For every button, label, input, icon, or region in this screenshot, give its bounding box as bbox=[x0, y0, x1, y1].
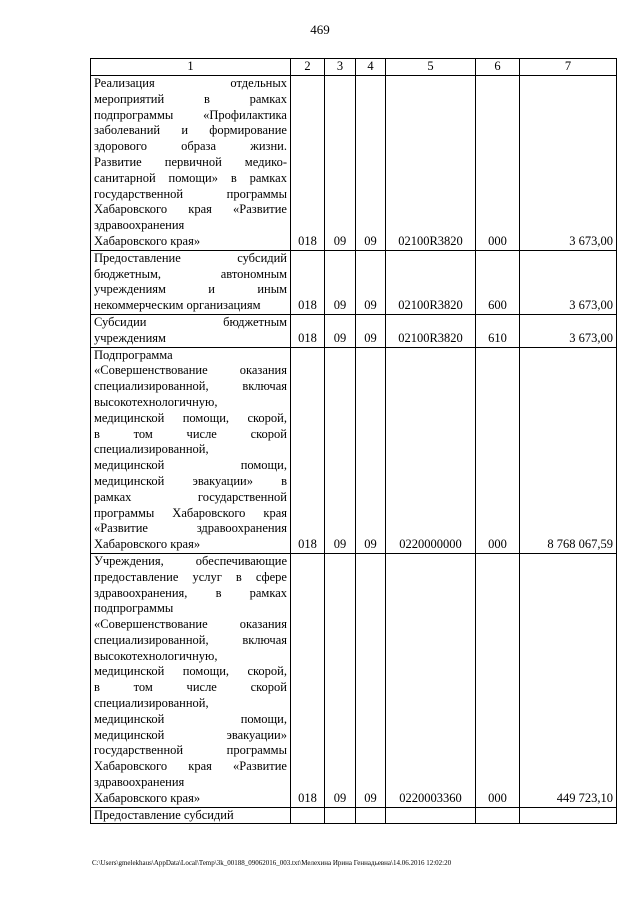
kvsr-code: 018 bbox=[291, 553, 325, 807]
description-word: включая bbox=[242, 379, 287, 394]
description-line bbox=[94, 586, 287, 602]
table-row bbox=[91, 314, 617, 347]
description-word: медицинской bbox=[94, 727, 165, 742]
description-line: Хабаровского края» bbox=[94, 790, 201, 805]
description-word: первичной bbox=[164, 154, 222, 169]
description-word: Хабаровского bbox=[94, 202, 168, 217]
description-word: помощи, bbox=[182, 664, 230, 679]
column-header: 7 bbox=[520, 59, 617, 76]
description-word: программы bbox=[226, 186, 287, 201]
description-word: включая bbox=[242, 632, 287, 647]
description-word: медицинской bbox=[94, 458, 165, 473]
amount-value: 3 673,00 bbox=[520, 314, 617, 347]
description-line bbox=[94, 728, 287, 744]
description-line: некоммерческим организациям bbox=[94, 298, 261, 313]
description-line bbox=[94, 759, 287, 775]
kvsr-code bbox=[291, 807, 325, 824]
row-description bbox=[91, 553, 291, 807]
description-word: рамках bbox=[249, 91, 287, 106]
description-word: жизни. bbox=[250, 139, 287, 154]
description-line bbox=[94, 202, 287, 218]
target-article-code: 02100R3820 bbox=[386, 250, 476, 314]
description-line bbox=[94, 155, 287, 171]
description-word: помощи» bbox=[168, 170, 218, 185]
description-line bbox=[94, 458, 287, 474]
section-code: 09 bbox=[325, 76, 356, 251]
description-line bbox=[94, 521, 287, 537]
row-description bbox=[91, 347, 291, 553]
subsection-code: 09 bbox=[356, 250, 386, 314]
amount-value bbox=[520, 807, 617, 824]
description-word: бюджетным bbox=[223, 314, 287, 329]
description-word: края bbox=[188, 759, 212, 774]
description-line: подпрограммы bbox=[94, 601, 174, 616]
kvsr-code: 018 bbox=[291, 347, 325, 553]
description-line: высокотехнологичную, bbox=[94, 394, 218, 409]
row-description bbox=[91, 250, 291, 314]
description-word: Хабаровского bbox=[172, 505, 246, 520]
description-word: государственной bbox=[94, 743, 184, 758]
description-word: программы bbox=[94, 505, 155, 520]
description-word: скорой, bbox=[247, 664, 287, 679]
description-word: образа bbox=[181, 139, 217, 154]
description-line bbox=[94, 554, 287, 570]
description-word: в bbox=[94, 680, 100, 695]
table-row bbox=[91, 76, 617, 251]
description-word: края bbox=[263, 505, 287, 520]
description-line: специализированной, bbox=[94, 696, 209, 711]
description-line bbox=[94, 76, 287, 92]
subsection-code: 09 bbox=[356, 314, 386, 347]
target-article-code: 0220000000 bbox=[386, 347, 476, 553]
column-header: 4 bbox=[356, 59, 386, 76]
description-word: сфере bbox=[255, 569, 287, 584]
target-article-code: 02100R3820 bbox=[386, 76, 476, 251]
description-word: рамках bbox=[249, 170, 287, 185]
row-description bbox=[91, 314, 291, 347]
description-word: и bbox=[181, 123, 189, 138]
row-description bbox=[91, 807, 291, 824]
description-word: иным bbox=[257, 282, 287, 297]
description-word: медицинской bbox=[94, 711, 165, 726]
column-header: 6 bbox=[476, 59, 520, 76]
description-word: отдельных bbox=[230, 76, 287, 90]
column-header: 2 bbox=[291, 59, 325, 76]
description-word: Учреждения, bbox=[94, 553, 164, 568]
amount-value: 449 723,10 bbox=[520, 553, 617, 807]
budget-table bbox=[90, 58, 617, 824]
description-line bbox=[94, 123, 287, 139]
description-word: рамках bbox=[249, 585, 287, 600]
description-word: здравоохранения bbox=[196, 521, 287, 536]
description-word: Хабаровского bbox=[94, 759, 168, 774]
description-line bbox=[94, 315, 287, 331]
description-line bbox=[94, 712, 287, 728]
description-word: бюджетным, bbox=[94, 266, 162, 281]
description-word: в bbox=[281, 473, 287, 488]
description-word: Реализация bbox=[94, 76, 155, 90]
description-line: специализированной, bbox=[94, 442, 209, 457]
description-line bbox=[94, 617, 287, 633]
description-word: «Совершенствование bbox=[94, 617, 208, 632]
description-line bbox=[94, 139, 287, 155]
description-word: Предоставление bbox=[94, 250, 181, 265]
description-word: Развитие bbox=[94, 154, 142, 169]
expense-type-code: 000 bbox=[476, 76, 520, 251]
section-code: 09 bbox=[325, 314, 356, 347]
description-word: предоставление bbox=[94, 569, 179, 584]
kvsr-code: 018 bbox=[291, 76, 325, 251]
description-word: «Совершенствование bbox=[94, 363, 208, 378]
description-line bbox=[94, 664, 287, 680]
description-word: мероприятий bbox=[94, 91, 165, 106]
description-word: Субсидии bbox=[94, 314, 147, 329]
description-word: формирование bbox=[209, 123, 287, 138]
expense-type-code: 610 bbox=[476, 314, 520, 347]
description-line bbox=[94, 427, 287, 443]
description-line bbox=[94, 267, 287, 283]
subsection-code: 09 bbox=[356, 553, 386, 807]
description-word: рамках bbox=[94, 489, 132, 504]
table-body bbox=[91, 76, 617, 824]
target-article-code bbox=[386, 807, 476, 824]
description-word: края bbox=[188, 202, 212, 217]
description-line bbox=[94, 251, 287, 267]
description-word: том bbox=[133, 426, 153, 441]
description-word: в bbox=[215, 585, 222, 600]
description-line: здравоохранения bbox=[94, 775, 185, 790]
column-header: 5 bbox=[386, 59, 476, 76]
description-word: скорой bbox=[250, 680, 287, 695]
section-code: 09 bbox=[325, 250, 356, 314]
description-word: специализированной, bbox=[94, 632, 209, 647]
table-row bbox=[91, 347, 617, 553]
amount-value: 8 768 067,59 bbox=[520, 347, 617, 553]
description-word: здорового bbox=[94, 139, 147, 154]
description-line: Подпрограмма bbox=[94, 347, 173, 362]
description-word: автономным bbox=[220, 266, 287, 281]
description-word: эвакуации» bbox=[192, 473, 253, 488]
description-word: медицинской bbox=[94, 473, 165, 488]
subsection-code bbox=[356, 807, 386, 824]
description-line bbox=[94, 743, 287, 759]
description-word: подпрограммы bbox=[94, 107, 174, 122]
subsection-code: 09 bbox=[356, 347, 386, 553]
description-word: «Развитие bbox=[94, 521, 148, 536]
description-line bbox=[94, 379, 287, 395]
description-word: учреждениям bbox=[94, 282, 166, 297]
description-line bbox=[94, 108, 287, 124]
description-word: медицинской bbox=[94, 664, 165, 679]
expense-type-code: 000 bbox=[476, 347, 520, 553]
description-word: помощи, bbox=[240, 458, 287, 473]
column-header: 1 bbox=[91, 59, 291, 76]
expense-type-code bbox=[476, 807, 520, 824]
subsection-code: 09 bbox=[356, 76, 386, 251]
description-word: скорой bbox=[250, 426, 287, 441]
description-line bbox=[94, 282, 287, 298]
description-word: в bbox=[230, 170, 237, 185]
description-line bbox=[94, 474, 287, 490]
description-word: числе bbox=[186, 426, 217, 441]
section-code: 09 bbox=[325, 347, 356, 553]
target-article-code: 02100R3820 bbox=[386, 314, 476, 347]
description-word: обеспечивающие bbox=[195, 553, 287, 568]
description-word: здравоохранения, bbox=[94, 585, 188, 600]
section-code bbox=[325, 807, 356, 824]
description-word: помощи, bbox=[240, 711, 287, 726]
table-row bbox=[91, 807, 617, 824]
description-word: том bbox=[133, 680, 153, 695]
description-word: программы bbox=[226, 743, 287, 758]
description-line bbox=[94, 680, 287, 696]
section-code: 09 bbox=[325, 553, 356, 807]
table-row bbox=[91, 250, 617, 314]
row-description bbox=[91, 76, 291, 251]
description-line: высокотехнологичную, bbox=[94, 648, 218, 663]
description-line bbox=[94, 506, 287, 522]
description-line bbox=[94, 363, 287, 379]
description-word: в bbox=[235, 569, 242, 584]
description-word: оказания bbox=[239, 617, 287, 632]
description-line: Хабаровского края» bbox=[94, 537, 201, 552]
description-word: «Профилактика bbox=[203, 107, 287, 122]
description-word: «Развитие bbox=[233, 759, 287, 774]
amount-value: 3 673,00 bbox=[520, 250, 617, 314]
kvsr-code: 018 bbox=[291, 314, 325, 347]
kvsr-code: 018 bbox=[291, 250, 325, 314]
column-header-row bbox=[91, 59, 617, 76]
description-line bbox=[94, 633, 287, 649]
description-line bbox=[94, 171, 287, 187]
description-word: оказания bbox=[239, 363, 287, 378]
description-word: медицинской bbox=[94, 410, 165, 425]
file-path-footer: C:\Users\gmelekhaus\AppData\Local\Temp\3k_00188_09062016_003.txt\Мелехина Ирина Геннадьевна\14.06.2016 12:02:20 bbox=[92, 859, 452, 867]
description-word: медико- bbox=[244, 154, 287, 169]
description-word: государственной bbox=[197, 489, 287, 504]
description-word: и bbox=[208, 282, 215, 297]
description-line: учреждениям bbox=[94, 330, 166, 345]
description-line bbox=[94, 411, 287, 427]
description-word: помощи, bbox=[182, 410, 230, 425]
description-line bbox=[94, 187, 287, 203]
description-word: числе bbox=[186, 680, 217, 695]
description-line: Хабаровского края» bbox=[94, 233, 201, 248]
expense-type-code: 000 bbox=[476, 553, 520, 807]
target-article-code: 0220003360 bbox=[386, 553, 476, 807]
description-word: услуг bbox=[192, 569, 222, 584]
description-line bbox=[94, 92, 287, 108]
description-word: «Развитие bbox=[233, 202, 287, 217]
description-word: государственной bbox=[94, 186, 184, 201]
description-word: санитарной bbox=[94, 170, 156, 185]
column-header: 3 bbox=[325, 59, 356, 76]
expense-type-code: 600 bbox=[476, 250, 520, 314]
description-word: специализированной, bbox=[94, 379, 209, 394]
description-word: эвакуации» bbox=[226, 727, 287, 742]
description-word: субсидий bbox=[237, 250, 287, 265]
description-line: Предоставление субсидий bbox=[94, 807, 234, 822]
amount-value: 3 673,00 bbox=[520, 76, 617, 251]
description-word: в bbox=[203, 91, 210, 106]
table-row bbox=[91, 553, 617, 807]
description-line bbox=[94, 490, 287, 506]
description-line bbox=[94, 570, 287, 586]
description-line: здравоохранения bbox=[94, 218, 185, 233]
description-word: в bbox=[94, 426, 100, 441]
page-number: 469 bbox=[310, 22, 330, 37]
description-word: заболеваний bbox=[94, 123, 161, 138]
description-word: скорой, bbox=[247, 410, 287, 425]
